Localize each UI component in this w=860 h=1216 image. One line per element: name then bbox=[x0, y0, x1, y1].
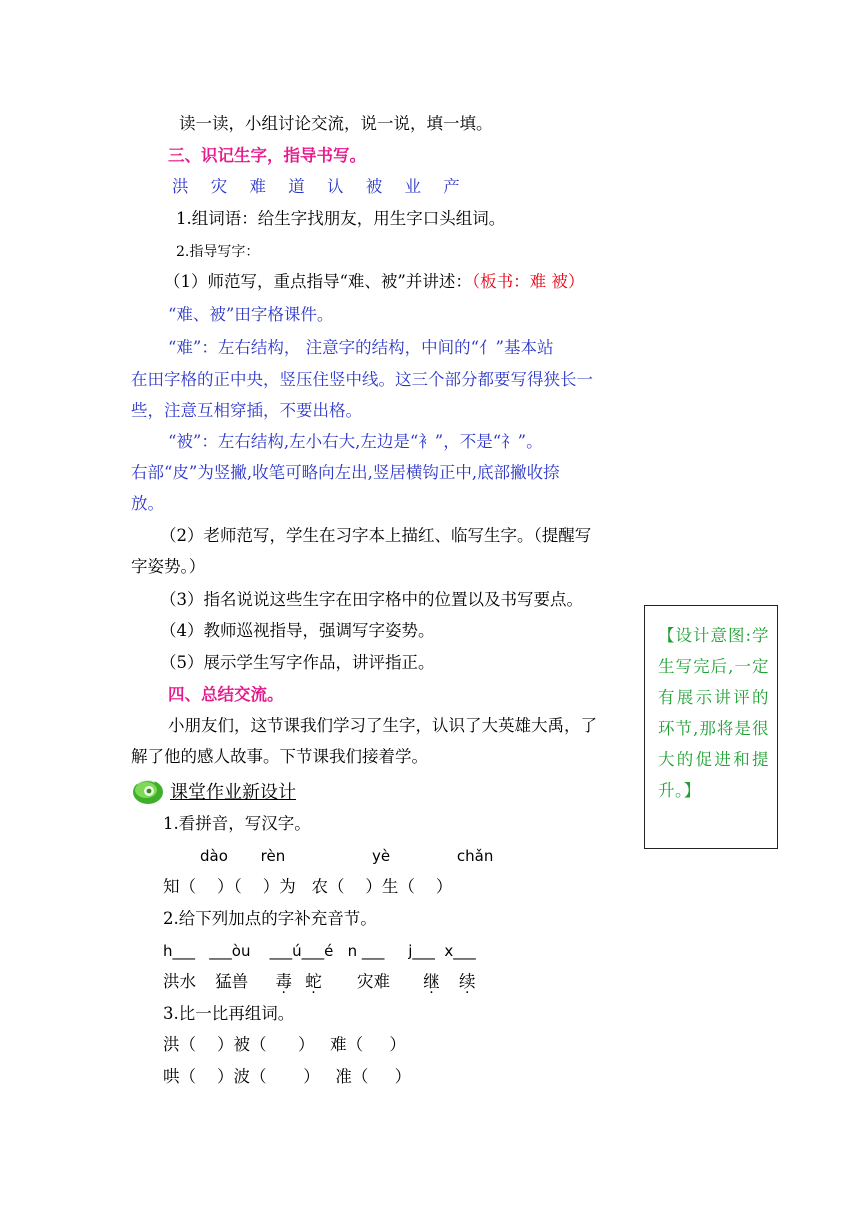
bei-explain-3: 放。 bbox=[131, 494, 164, 513]
char: 被 bbox=[365, 177, 383, 196]
intro-line: 读一读，小组讨论交流，说一说，填一填。 bbox=[179, 114, 493, 133]
word-dotted: 续 bbox=[459, 972, 476, 991]
pinyin: chǎn bbox=[456, 847, 494, 865]
hw-q2-words bbox=[163, 971, 476, 993]
design-intent-box: 【设计意图:学生写完后,一定有展示讲评的环节,那将是很大的促进和提升。】 bbox=[644, 605, 778, 849]
nan-explain-1: “难”：左右结构， 注意字的结构，中间的“亻”基本站 bbox=[168, 338, 554, 357]
hw-q1-row: 知（ ）（ ）为 农（ ）生（ ） bbox=[163, 877, 453, 896]
leaf-icon bbox=[131, 776, 165, 806]
section-three-heading: 三、识记生字，指导书写。 bbox=[168, 146, 366, 165]
hw-q3-row2: 哄（ ）波（ ） 准（ ） bbox=[163, 1067, 412, 1086]
homework-title-text: 课堂作业新设计 bbox=[170, 782, 296, 803]
char: 洪 bbox=[172, 177, 189, 196]
step-two-item-4: （4）教师巡视指导，强调写字姿势。 bbox=[160, 621, 435, 640]
char: 难 bbox=[249, 177, 266, 196]
nan-explain-2: 在田字格的正中央，竖压住竖中线。这三个部分都要写得狭长一 bbox=[131, 370, 593, 389]
word: 猛兽 bbox=[215, 972, 249, 991]
section-four-heading: 四、总结交流。 bbox=[168, 685, 284, 704]
step-two-item-3: （3）指名说说这些生字在田字格中的位置以及书写要点。 bbox=[160, 590, 583, 609]
hw-q1-pinyin bbox=[200, 845, 493, 867]
word-dotted: 继 bbox=[423, 972, 440, 991]
summary-1: 小朋友们，这节课我们学习了生字，认识了大英雄大禹，了 bbox=[168, 716, 597, 735]
step-two-item-5: （5）展示学生写字作品，讲评指正。 bbox=[160, 653, 435, 672]
pinyin: dào bbox=[200, 847, 228, 865]
step-two-item-1 bbox=[164, 271, 584, 293]
char: 产 bbox=[443, 177, 460, 196]
bei-explain-1: “被”：左右结构,左小右大,左边是“衤”，不是“礻”。 bbox=[168, 432, 543, 451]
item-1-text: （1）师范写，重点指导“难、被”并讲述： bbox=[164, 272, 472, 291]
word: 洪水 bbox=[163, 972, 196, 991]
step-one: 1.组词语：给生字找朋友，用生字口头组词。 bbox=[176, 209, 506, 228]
bei-explain-2: 右部“皮”为竖撇,收笔可略向左出,竖居横钩正中,底部撇收捺 bbox=[131, 463, 560, 482]
summary-2: 解了他的感人故事。下节课我们接着学。 bbox=[131, 747, 428, 766]
hw-q1: 1.看拼音，写汉字。 bbox=[163, 814, 311, 833]
nan-explain-3: 些，注意互相穿插，不要出格。 bbox=[131, 401, 362, 420]
word: 灾难 bbox=[357, 972, 390, 991]
hw-q3-row1: 洪（ ）被（ ） 难（ ） bbox=[163, 1035, 406, 1054]
homework-title bbox=[131, 776, 296, 806]
new-characters-row bbox=[172, 176, 460, 198]
hw-q2: 2.给下列加点的字补充音节。 bbox=[163, 909, 377, 928]
step-two: 2.指导写字： bbox=[176, 244, 260, 260]
char: 道 bbox=[288, 177, 305, 196]
word-dotted: 毒 bbox=[275, 972, 292, 991]
char: 业 bbox=[404, 177, 421, 196]
step-two-item-2b: 字姿势。） bbox=[131, 557, 206, 576]
char: 灾 bbox=[210, 177, 228, 196]
courseware-line: “难、被”田字格课件。 bbox=[168, 305, 334, 324]
pinyin: rèn bbox=[260, 847, 286, 865]
board-note: （板书：难 被） bbox=[471, 272, 585, 291]
hw-q2-pinyin: h___ ___òu ___ú___é n ___ j___ x___ bbox=[163, 942, 476, 960]
step-two-item-2a: （2）老师范写，学生在习字本上描红、临写生字。（提醒写 bbox=[160, 526, 592, 545]
pinyin: yè bbox=[372, 847, 391, 865]
word-dotted: 蛇 bbox=[305, 972, 322, 991]
hw-q3: 3.比一比再组词。 bbox=[163, 1004, 295, 1023]
char: 认 bbox=[327, 177, 344, 196]
